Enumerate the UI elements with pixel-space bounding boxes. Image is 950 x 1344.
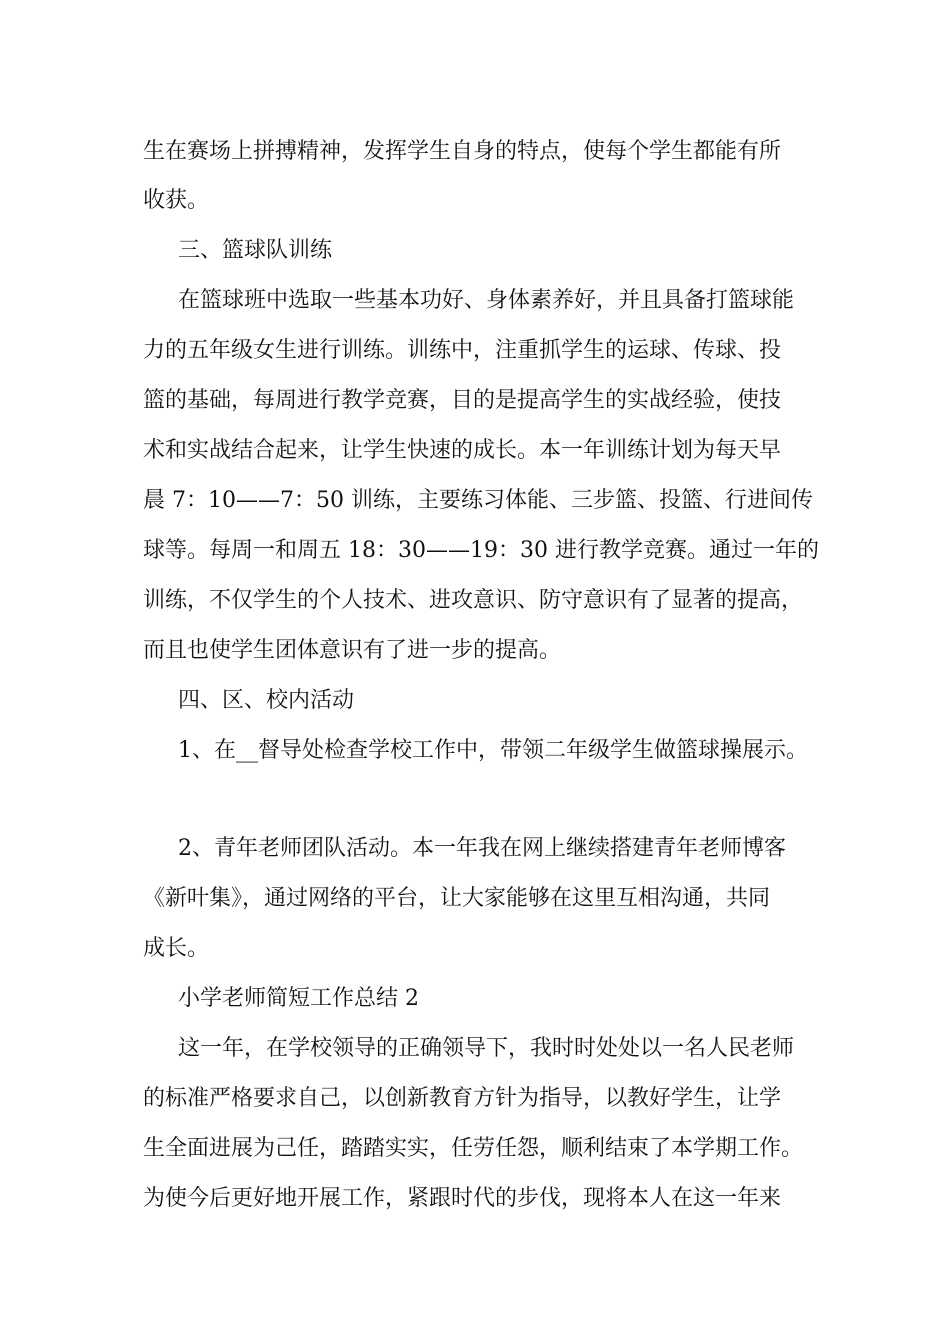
- text-line-10: 训练，不仅学生的个人技术、进攻意识、防守意识有了显著的提高，: [143, 588, 804, 613]
- text-line-8: 晨 7：10——7：50 训练，主要练习体能、三步篮、投篮、行进间传: [143, 488, 813, 513]
- section-heading-3: 三、篮球队训练: [178, 238, 333, 263]
- section-title-2: 小学老师简短工作总结 2: [178, 986, 419, 1011]
- text-line-16: 成长。: [143, 936, 210, 961]
- text-line-11: 而且也使学生团体意识有了进一步的提高。: [143, 638, 562, 663]
- text-line-1: 生在赛场上拼搏精神，发挥学生自身的特点，使每个学生都能有所: [143, 139, 782, 164]
- text-line-4: 在篮球班中选取一些基本功好、身体素养好，并且具备打篮球能: [178, 288, 795, 313]
- section-heading-4: 四、区、校内活动: [178, 688, 355, 713]
- text-line-5: 力的五年级女生进行训练。训练中，注重抓学生的运球、传球、投: [143, 338, 782, 363]
- text-line-13: 1、在__督导处检查学校工作中，带领二年级学生做篮球操展示。: [178, 738, 808, 763]
- text-line-6: 篮的基础，每周进行教学竞赛，目的是提高学生的实战经验，使技: [143, 388, 782, 413]
- text-line-2: 收获。: [143, 188, 210, 213]
- text-line-21: 为使今后更好地开展工作，紧跟时代的步伐，现将本人在这一年来: [143, 1186, 782, 1211]
- text-line-15: 《新叶集》，通过网络的平台，让大家能够在这里互相沟通，共同: [143, 886, 771, 911]
- text-line-14: 2、青年老师团队活动。本一年我在网上继续搭建青年老师博客: [178, 836, 786, 861]
- text-line-19: 的标准严格要求自己，以创新教育方针为指导，以教好学生，让学: [143, 1086, 782, 1111]
- text-line-7: 术和实战结合起来，让学生快速的成长。本一年训练计划为每天早: [143, 438, 782, 463]
- text-line-20: 生全面进展为己任，踏踏实实，任劳任怨，顺利结束了本学期工作。: [143, 1136, 804, 1161]
- text-line-9: 球等。每周一和周五 18：30——19：30 进行教学竞赛。通过一年的: [143, 538, 819, 563]
- text-line-18: 这一年，在学校领导的正确领导下，我时时处处以一名人民老师: [178, 1036, 795, 1061]
